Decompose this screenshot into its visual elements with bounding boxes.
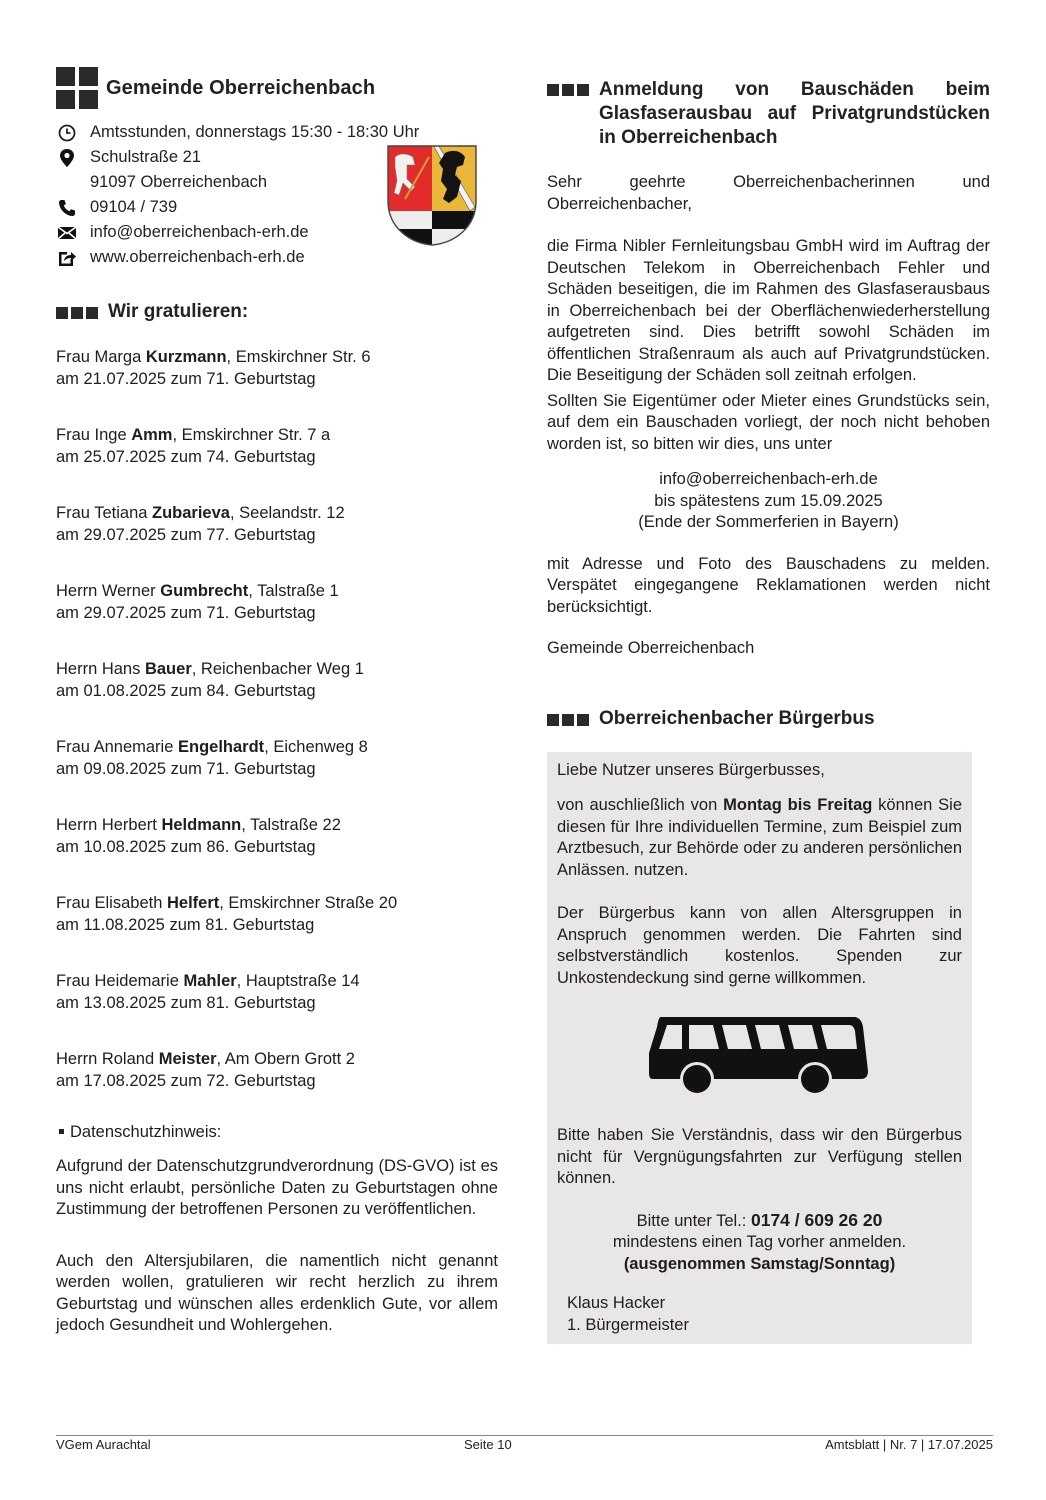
municipality-logo-icon xyxy=(56,67,98,109)
damage-signature: Gemeinde Oberreichenbach xyxy=(547,639,755,657)
bus-paragraph-2: Der Bürgerbus kann von allen Altersgruppen in Anspruch genommen werden. Die Fahrten sind selbstverständlich kostenlos. Spenden zur Unkostendeckung sind gerne willkommen. xyxy=(557,904,962,987)
office-hours: Amtsstunden, donnerstags 15:30 - 18:30 Uhr xyxy=(56,120,498,145)
mail-icon xyxy=(56,223,78,243)
org-title: Gemeinde Oberreichenbach xyxy=(106,76,376,99)
website-contact[interactable]: www.oberreichenbach-erh.de xyxy=(56,245,498,270)
birthday-entry: Frau Annemarie Engelhardt, Eichenweg 8 am 09.08.2025 zum 71. Geburtstag xyxy=(56,738,368,778)
birthday-entry: Frau Inge Amm, Emskirchner Str. 7 a am 25.07.2025 zum 74. Geburtstag xyxy=(56,426,331,466)
birthday-entry: Herrn Herbert Heldmann, Talstraße 22 am 10.08.2025 zum 86. Geburtstag xyxy=(56,816,341,856)
birthday-entry: Herrn Roland Meister, Am Obern Grott 2 am 17.08.2025 zum 72. Geburtstag xyxy=(56,1050,355,1090)
bus-icon xyxy=(649,1015,871,1097)
birthday-entry: Frau Elisabeth Helfert, Emskirchner Straße 20 am 11.08.2025 zum 81. Geburtstag xyxy=(56,894,398,934)
left-column xyxy=(56,66,498,1337)
buergerbus-heading: Oberreichenbacher Bürgerbus xyxy=(547,708,990,730)
phone-contact: 09104 / 739 xyxy=(56,195,498,220)
birthday-list xyxy=(56,347,498,1127)
phone-icon xyxy=(56,198,78,218)
bus-phone-line: Bitte unter Tel.: 0174 / 609 26 20 xyxy=(636,1209,883,1230)
signer-role: 1. Bürgermeister xyxy=(567,1315,689,1334)
page-footer xyxy=(56,1437,993,1452)
bus-signature xyxy=(557,1293,962,1336)
birthday-entry: Herrn Hans Bauer, Reichenbacher Weg 1 am 01.08.2025 zum 84. Geburtstag xyxy=(56,660,364,700)
city-address: 91097 Oberreichenbach xyxy=(90,173,268,191)
external-link-icon xyxy=(56,248,78,268)
map-pin-icon xyxy=(56,148,78,168)
privacy-paragraph: Aufgrund der Datenschutzgrundverordnung (DS-GVO) ist es uns nicht erlaubt, persönliche Daten zu Geburtstagen ohne Zustimmung der betroffenen Personen zu veröffentlichen. xyxy=(56,1157,498,1218)
footer-issue: Amtsblatt | Nr. 7 | 17.07.2025 xyxy=(825,1437,993,1452)
birthdays-heading: Wir gratulieren: xyxy=(56,301,498,323)
footer-publisher: VGem Aurachtal xyxy=(56,1437,151,1452)
section-squares-icon xyxy=(547,84,589,96)
privacy-label: Datenschutzhinweis: xyxy=(56,1123,498,1142)
damage-deadline: bis spätestens zum 15.09.2025 xyxy=(654,491,883,510)
bullet-icon xyxy=(59,1129,64,1134)
clock-icon xyxy=(56,123,78,143)
bus-weekend-note: (ausgenommen Samstag/Sonntag) xyxy=(623,1254,896,1273)
bus-phone-note: mindestens einen Tag vorher anmelden. xyxy=(612,1233,907,1251)
birthday-entry: Frau Marga Kurzmann, Emskirchner Str. 6 am 21.07.2025 zum 71. Geburtstag xyxy=(56,348,371,388)
damage-deadline-note: (Ende der Sommerferien in Bayern) xyxy=(638,513,899,531)
footer-divider xyxy=(56,1435,993,1436)
bus-phone-block xyxy=(557,1210,962,1276)
damage-paragraph-3: mit Adresse und Foto des Bauschadens zu melden. Verspätet eingegangene Reklamationen werden nicht berücksichtigt. xyxy=(547,554,990,616)
bus-paragraph-1: von auschließlich von Montag bis Freitag können Sie diesen für Ihre individuellen Termine, zum Beispiel zum Arztbesuch, zur Behörde oder zu anderen persönlichen Anlässen. nutzen. xyxy=(557,796,962,879)
damage-greeting: Sehr geehrte Oberreichenbacherinnen und Oberreichenbacher, xyxy=(547,173,990,213)
footer-page-number: Seite 10 xyxy=(464,1437,512,1452)
coat-of-arms-icon xyxy=(385,143,479,247)
damage-contact-block xyxy=(547,469,990,534)
damage-notice-heading: Anmeldung von Bauschäden beim Glasfaserausbau auf Privatgrundstücken in Oberreichenbach xyxy=(547,78,990,150)
section-squares-icon xyxy=(56,307,98,319)
street-address: Schulstraße 21 xyxy=(56,145,498,170)
birthday-entry: Frau Tetiana Zubarieva, Seelandstr. 12 am 29.07.2025 zum 77. Geburtstag xyxy=(56,504,345,544)
bus-phone-number[interactable]: 0174 / 609 26 20 xyxy=(750,1209,883,1230)
signer-name: Klaus Hacker xyxy=(567,1294,666,1312)
bus-paragraph-3: Bitte haben Sie Verständnis, dass wir den Bürgerbus nicht für Vergnügungsfahrten zur Verfügung stellen können. xyxy=(557,1126,962,1187)
contact-block xyxy=(56,120,498,270)
buergerbus-info-box xyxy=(547,752,972,1344)
damage-paragraph-2: Sollten Sie Eigentümer oder Mieter eines Grundstücks sein, auf dem ein Bauschaden vorliegt, der noch nicht behoben worden ist, so bitten wir dies, uns unter xyxy=(547,391,990,453)
right-column xyxy=(547,78,990,1344)
bus-greeting: Liebe Nutzer unseres Bürgerbusses, xyxy=(557,760,825,779)
jubilee-paragraph: Auch den Altersjubilaren, die namentlich nicht genannt werden wollen, gratulieren wir recht herzlich zu ihrem Geburtstag und wünschen alles erdenklich Gute, vor allem jedoch Gesundheit und Wohlergehen. xyxy=(56,1251,498,1334)
org-header xyxy=(56,66,498,110)
email-contact[interactable]: info@oberreichenbach-erh.de xyxy=(56,220,498,245)
section-squares-icon xyxy=(547,714,589,726)
birthday-entry: Frau Heidemarie Mahler, Hauptstraße 14 am 13.08.2025 zum 81. Geburtstag xyxy=(56,972,360,1012)
birthday-entry: Herrn Werner Gumbrecht, Talstraße 1 am 29.07.2025 zum 71. Geburtstag xyxy=(56,582,339,622)
damage-paragraph-1: die Firma Nibler Fernleitungsbau GmbH wird im Auftrag der Deutschen Telekom in Oberreichenbach Fehler und Schäden beseitigen, die im Rahmen des Glasfaserausbaus in Oberreichenbach bei der Oberflächenwiederherstellung aufgetreten sind. Dies betrifft sowohl Schäden im öffentlichen Straßenraum als auch auf Privatgrundstücken. Die Beseitigung der Schäden soll zeitnah erfolgen. xyxy=(547,237,990,384)
damage-contact-email[interactable]: info@oberreichenbach-erh.de xyxy=(659,470,878,488)
